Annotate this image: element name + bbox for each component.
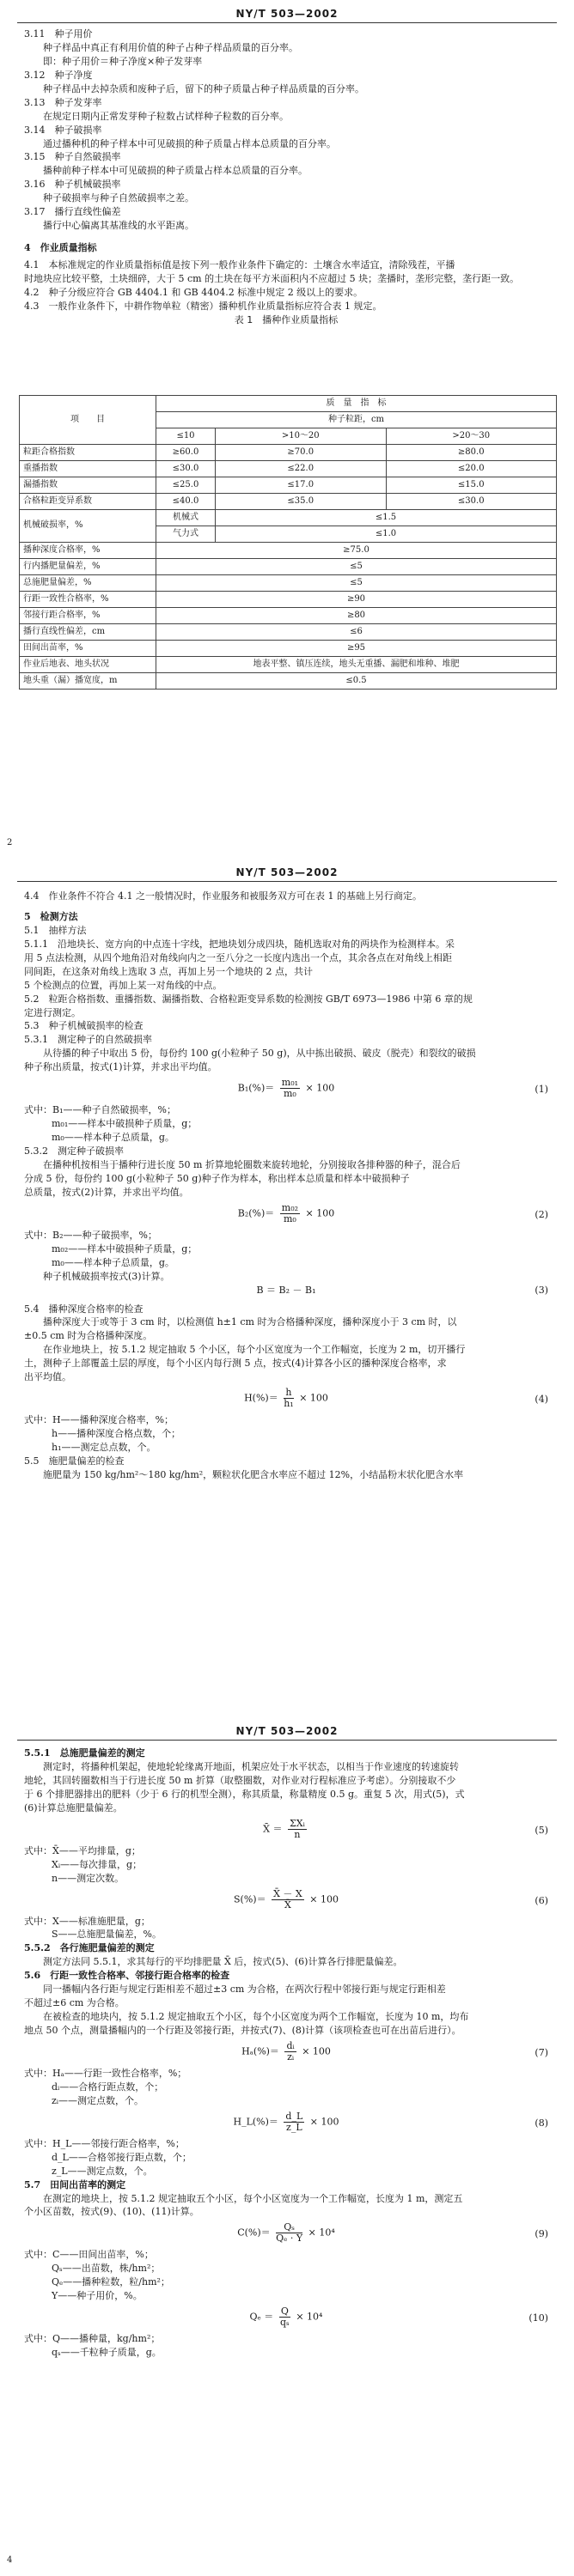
row-sublabel: 气力式 xyxy=(156,526,216,543)
row-label: 行内播肥量偏差，% xyxy=(20,559,156,575)
table-row xyxy=(20,445,557,461)
row-label: 粒距合格指数 xyxy=(20,445,156,461)
table-1-caption: 表 1 播种作业质量指标 xyxy=(234,313,339,325)
row-value: ≥75.0 xyxy=(156,543,557,559)
row-value: ≤17.0 xyxy=(216,477,387,494)
where-7-b: dᵢ——合格行距点数，个； xyxy=(52,2081,164,2093)
equation-8: H_L(%)＝ $\frac{d\_L}{z\_L}$ × 100 (8) xyxy=(233,2110,548,2133)
table-row xyxy=(20,624,557,641)
def-3-13-title: 3.13 种子发芽率 xyxy=(24,96,102,108)
def-3-16-body: 种子破损率与种子自然破损率之差。 xyxy=(43,192,194,204)
definitions xyxy=(24,27,548,327)
row-value: ≤0.5 xyxy=(156,673,557,690)
row-value: ≤22.0 xyxy=(216,461,387,477)
page-2-body xyxy=(24,890,548,1482)
table-row xyxy=(20,461,557,477)
row-value: ≤30.0 xyxy=(156,461,216,477)
clause-5-6: 5.6 行距一致性合格率、邻接行距合格率的检查 xyxy=(24,1970,230,1982)
row-label: 地头重（漏）播宽度，m xyxy=(20,673,156,690)
where-9-a: 式中：C——田间出苗率，%； xyxy=(24,2249,154,2261)
where-5-b: Xᵢ——每次排量，g； xyxy=(52,1858,143,1870)
clause-5-1-1-b: 用 5 点法检测，从四个地角沿对角线向内之一至八分之一长度内选出一个点，其余各点在对角线上相距 xyxy=(24,951,452,963)
header-rule xyxy=(17,1740,557,1741)
row-value: ≤25.0 xyxy=(156,477,216,494)
equation-number: (9) xyxy=(534,2228,548,2240)
where-4-b: h——播种深度合格点数，个； xyxy=(52,1428,181,1440)
row-value: ≤1.5 xyxy=(216,510,557,526)
clause-5-7-b: 个小区苗数，按式(9)、(10)、(11)计算。 xyxy=(24,2206,199,2218)
def-3-11-title: 3.11 种子用价 xyxy=(24,28,93,39)
clause-5-3-1-a: 从待播的种子中取出 5 份，每份约 100 g(小粒种子 50 g)，从中拣出破损、破皮（脱壳）和裂纹的破损 xyxy=(43,1048,476,1060)
where-7-a: 式中：Hₐ——行距一致性合格率，%； xyxy=(24,2067,187,2079)
row-value: ≤35.0 xyxy=(216,494,387,510)
where-2-c: m₀——样本种子总质量，g。 xyxy=(52,1256,174,1268)
where-9-c: Qₑ——播种粒数，粒/hm²； xyxy=(52,2276,170,2288)
clause-5-6-a: 同一播幅内各行距与规定行距相差不超过±3 cm 为合格，在两次行程中邻接行距与规定行距相差 xyxy=(43,1984,446,1996)
clause-5-1-1-a: 5.1.1 沿地块长、宽方向的中点连十字线，把地块划分成四块，随机选取对角的两块作为检测样本。采 xyxy=(24,938,455,950)
equation-number: (2) xyxy=(534,1208,548,1220)
def-3-15-title: 3.15 种子自然破损率 xyxy=(24,151,121,163)
table-head-item: 项 目 xyxy=(20,396,156,445)
def-3-14-body: 通过播种机的种子样本中可见破损的种子质量占样本总质量的百分率。 xyxy=(43,137,336,149)
quality-table xyxy=(19,395,557,690)
where-5-a: 式中：X̄——平均排量，g； xyxy=(24,1844,141,1856)
row-value: ≥80.0 xyxy=(386,445,557,461)
clause-5-6-c: 在被检查的地块内，按 5.1.2 规定抽取五个小区，每个小区宽度为两个工作幅宽，长度为 10 m，均布 xyxy=(43,2011,469,2023)
equation-10: Qₑ ＝ $\frac{Q}{\text{qₛ}}$ × 10⁴ (10) xyxy=(249,2306,548,2329)
clause-5-5-2: 5.5.2 各行施肥量偏差的测定 xyxy=(24,1942,155,1954)
row-label: 漏播指数 xyxy=(20,477,156,494)
table-head-quality: 质 量 指 标 xyxy=(156,396,557,412)
def-3-17-body: 播行中心偏离其基准线的水平距离。 xyxy=(43,220,194,232)
table-col-2: >10～20 xyxy=(216,428,387,445)
page-1 xyxy=(0,0,574,859)
row-label: 重播指数 xyxy=(20,461,156,477)
row-label: 邻接行距合格率，% xyxy=(20,608,156,624)
clause-5-4-a: 播种深度大于或等于 3 cm 时，以检测值 h±1 cm 时为合格播种深度，播种深度小于 3 cm 时，以 xyxy=(43,1316,457,1328)
where-2-b: m₀₂——样本中破损种子质量，g； xyxy=(52,1242,198,1255)
row-value: ≤6 xyxy=(156,624,557,641)
where-9-d: Y——种子用价，%。 xyxy=(52,2290,143,2302)
def-3-16-title: 3.16 种子机械破损率 xyxy=(24,179,121,191)
row-value: ≤5 xyxy=(156,575,557,592)
where-1-a: 式中：B₁——种子自然破损率，%； xyxy=(24,1104,176,1116)
equation-2: B₂(%)＝ $\frac{\text{m₀₂}}{\text{m₀}}$ × 100 (2) xyxy=(237,1201,548,1224)
row-label: 作业后地表、地头状况 xyxy=(20,657,156,673)
def-3-11-formula: 即：种子用价＝种子净度×种子发芽率 xyxy=(43,55,203,67)
row-label: 总施肥量偏差，% xyxy=(20,575,156,592)
row-value: ≥60.0 xyxy=(156,445,216,461)
header-rule xyxy=(17,22,557,23)
header-rule xyxy=(17,881,557,882)
clause-5-6-d: 地点 50 个点，测量播幅内的一个行距及邻接行距，并按式(7)、(8)计算（该项检查也可在出苗后进行）。 xyxy=(24,2025,461,2036)
where-9-b: Qₛ——出苗数，株/hm²； xyxy=(52,2263,161,2275)
row-value: ≥95 xyxy=(156,641,557,657)
equation-number: (6) xyxy=(534,1894,548,1906)
page-header: NY/T 503—2002 xyxy=(235,866,339,878)
table-row xyxy=(20,592,557,608)
section-4-title: 4 作业质量指标 xyxy=(24,242,97,254)
section-5-title: 5 检测方法 xyxy=(24,910,78,922)
clause-5-5-1: 5.5.1 总施肥量偏差的测定 xyxy=(24,1747,145,1759)
equation-number: (1) xyxy=(534,1084,548,1096)
where-1-b: m₀₁——样本中破损种子质量，g； xyxy=(52,1118,198,1130)
clause-5-3-2-b: 分成 5 份，每份约 100 g(小粒种子 50 g)种子作为样本，称出样本总质量和样本中破损种子 xyxy=(24,1172,410,1184)
def-3-15-body: 播种前种子样本中可见破损的种子质量占样本总质量的百分率。 xyxy=(43,165,308,177)
row-sublabel: 机械式 xyxy=(156,510,216,526)
table-row xyxy=(20,641,557,657)
table-col-3: >20～30 xyxy=(386,428,557,445)
equation-4: H(%)＝ $\frac{h}{\text{h₁}}$ × 100 (4) xyxy=(244,1387,548,1410)
clause-5-1: 5.1 抽样方法 xyxy=(24,924,87,936)
equation-number: (8) xyxy=(534,2117,548,2129)
table-row xyxy=(20,477,557,494)
clause-5-1-1-d: 5 个检测点的位置，再加上某一对角线的中点。 xyxy=(24,979,223,991)
clause-5-3-1-b: 种子称出质量，按式(1)计算，并求出平均值。 xyxy=(24,1061,217,1073)
clause-4-3: 4.3 一般作业条件下，中耕作物单粒（精密）播种机作业质量指标应符合表 1 规定。 xyxy=(24,300,382,312)
clause-4-1-line1: 4.1 本标准规定的作业质量指标值是按下列一般作业条件下确定的：土壤含水率适宜，清除残茬，平播 xyxy=(24,259,455,270)
equation-number: (4) xyxy=(534,1394,548,1406)
clause-5-4-e: 出平均值。 xyxy=(24,1371,71,1383)
clause-5-5-1-d: (6)计算总施肥量偏差。 xyxy=(24,1801,123,1814)
where-6-a: 式中：X——标准施肥量，g； xyxy=(24,1915,150,1927)
equation-5: X̄ ＝ $\frac{\text{ΣXᵢ}}{n}$ (5) xyxy=(263,1817,548,1840)
row-value: ≤40.0 xyxy=(156,494,216,510)
clause-5-7: 5.7 田间出苗率的测定 xyxy=(24,2178,126,2190)
table-head-spacing: 种子粒距，cm xyxy=(156,412,557,428)
clause-4-2: 4.2 种子分级应符合 GB 4404.1 和 GB 4404.2 标准中规定 2 级以上的要求。 xyxy=(24,286,363,298)
row-label: 机械破损率，% xyxy=(20,510,156,543)
equation-1: B₁(%)＝ $\frac{\text{m₀₁}}{\text{m₀}}$ × 100 (1) xyxy=(237,1077,548,1100)
where-4-c: h₁——测定总点数，个。 xyxy=(52,1442,156,1453)
table-row xyxy=(20,657,557,673)
clause-5-3-2-a: 在播种机按相当于播种行进长度 50 m 折算地轮圈数来旋转地轮，分别接取各排种器的种子，混合后 xyxy=(43,1158,461,1170)
table-row xyxy=(20,575,557,592)
def-3-13-body: 在规定日期内正常发芽种子粒数占试样种子粒数的百分率。 xyxy=(43,110,289,122)
row-value: 地表平整、镇压连续，地头无重播、漏肥和堆种、堆肥 xyxy=(156,657,557,673)
equation-6: S(%)＝ $\frac{X̄ - X}{X̄}$ × 100 (6) xyxy=(234,1887,548,1911)
row-label: 播种深度合格率，% xyxy=(20,543,156,559)
clause-4-1-line2: 时地块应比较平整，土块细碎，大于 5 cm 的土块在每平方米面积内不应超过 5 块；垄播时，垄形完整，垄行距一致。 xyxy=(24,272,520,284)
page-2 xyxy=(0,859,574,1717)
clause-5-7-a: 在测定的地块上，按 5.1.2 规定抽取五个小区，每个小区宽度为一个工作幅宽，长度为 1 m，测定五 xyxy=(43,2192,463,2204)
row-value: ≤20.0 xyxy=(386,461,557,477)
clause-5-3-2: 5.3.2 测定种子破损率 xyxy=(24,1145,124,1157)
equation-3 xyxy=(24,1284,548,1303)
clause-5-6-b: 不超过±6 cm 为合格。 xyxy=(24,1997,125,2009)
equation-number: (5) xyxy=(534,1824,548,1836)
equation-number: (3) xyxy=(534,1284,548,1296)
table-col-1: ≤10 xyxy=(156,428,216,445)
where-8-c: z_L——测定点数，个。 xyxy=(52,2165,153,2177)
table-row xyxy=(20,559,557,575)
row-value: ≤15.0 xyxy=(386,477,557,494)
equation-number: (10) xyxy=(528,2312,548,2324)
clause-5-2-b: 定进行测定。 xyxy=(24,1006,81,1018)
row-value: ≥90 xyxy=(156,592,557,608)
def-3-17-title: 3.17 播行直线性偏差 xyxy=(24,206,121,218)
where-6-b: S——总施肥量偏差，%。 xyxy=(52,1929,162,1941)
where-1-c: m₀——样本种子总质量，g。 xyxy=(52,1132,174,1144)
clause-5-4-d: 土，测种子上部覆盖土层的厚度，每个小区内每行测 5 点，按式(4)计算各小区的播种深度合格率，求 xyxy=(24,1358,447,1370)
row-label: 田间出苗率，% xyxy=(20,641,156,657)
clause-5-5-1-b: 地轮，其回转圈数相当于行进长度 50 m 折算（取整圈数，对作业对行程标准应予考虑）。分别接取不少 xyxy=(24,1774,456,1786)
where-5-c: n——测定次数。 xyxy=(52,1872,125,1884)
clause-5-3-2-c: 总质量，按式(2)计算，并求出平均值。 xyxy=(24,1186,189,1198)
clause-5-5-a: 施肥量为 150 kg/hm²～180 kg/hm²，颗粒状化肥含水率应不超过 12%，小结晶粉末状化肥含水率 xyxy=(43,1468,464,1480)
def-3-12-body: 种子样品中去掉杂质和废种子后，留下的种子质量占种子样品质量的百分率。 xyxy=(43,82,364,94)
clause-5-3: 5.3 种子机械破损率的检查 xyxy=(24,1020,144,1032)
clause-5-2-a: 5.2 粒距合格指数、重播指数、漏播指数、合格粒距变异系数的检测按 GB/T 6973—1986 中第 6 章的规 xyxy=(24,993,473,1005)
table-row xyxy=(20,510,557,526)
where-8-a: 式中：H_L——邻接行距合格率，%； xyxy=(24,2137,185,2149)
clause-5-5: 5.5 施肥量偏差的检查 xyxy=(24,1455,125,1467)
table-row xyxy=(20,673,557,690)
clause-5-4-b: ±0.5 cm 时为合格播种深度。 xyxy=(24,1330,153,1342)
row-value: ≥70.0 xyxy=(216,445,387,461)
row-value: ≥80 xyxy=(156,608,557,624)
page-number-1: 2 xyxy=(7,838,13,848)
where-4-a: 式中：H——播种深度合格率，%； xyxy=(24,1414,174,1426)
page-3-body xyxy=(24,1747,548,2360)
page-3 xyxy=(0,1717,574,2576)
def-3-14-title: 3.14 种子破损率 xyxy=(24,124,102,136)
def-3-11-body: 种子样品中真正有利用价值的种子占种子样品质量的百分率。 xyxy=(43,41,298,53)
row-label: 播行直线性偏差，cm xyxy=(20,624,156,641)
clause-5-5-1-c: 于 6 个排肥器排出的肥料（少于 6 行的机型全测），称其质量，称量精度 0.5 g。重复 5 次，用式(5)，式 xyxy=(24,1788,465,1800)
where-8-b: d_L——合格邻接行距点数，个； xyxy=(52,2151,192,2163)
page-number-3: 4 xyxy=(7,2555,13,2565)
clause-5-4: 5.4 播种深度合格率的检查 xyxy=(24,1303,144,1315)
row-value: ≤1.0 xyxy=(216,526,557,543)
equation-number: (7) xyxy=(534,2046,548,2058)
where-10-a: 式中：Q——播种量，kg/hm²； xyxy=(24,2333,161,2345)
clause-5-5-1-a: 测定时，将播种机架起，使地轮轮缘离开地面，机架应处于水平状态，以相当于作业速度的转速旋转 xyxy=(43,1760,459,1772)
row-label: 合格粒距变异系数 xyxy=(20,494,156,510)
clause-5-1-1-c: 同间距，在这条对角线上选取 3 点，再加上另一个地块的 2 点，共计 xyxy=(24,965,313,977)
equation-3-body: B ＝ B₂ － B₁ xyxy=(256,1284,316,1296)
where-10-b: qₛ——千粒种子质量，g。 xyxy=(52,2347,162,2359)
table-row xyxy=(20,494,557,510)
table-row xyxy=(20,543,557,559)
equation-9: C(%)＝ $\frac{\text{Qₛ}}{\text{Qₑ · Y}}$ × 10⁴ (9) xyxy=(237,2221,548,2245)
clause-4-4: 4.4 作业条件不符合 4.1 之一般情况时，作业服务和被服务双方可在表 1 的基础上另行商定。 xyxy=(24,890,422,902)
row-label: 行距一致性合格率，% xyxy=(20,592,156,608)
where-2-a: 式中：B₂——种子破损率，%； xyxy=(24,1229,157,1241)
table-row xyxy=(20,608,557,624)
where-7-c: zᵢ——测定点数，个。 xyxy=(52,2094,144,2106)
row-value: ≤5 xyxy=(156,559,557,575)
clause-5-4-c: 在作业地块上，按 5.1.2 规定抽取 5 个小区，每个小区宽度为一个工作幅宽，长度为 2 m，切开播行 xyxy=(43,1344,466,1356)
clause-5-3-1: 5.3.1 测定种子的自然破损率 xyxy=(24,1034,152,1046)
row-value: ≤30.0 xyxy=(386,494,557,510)
where-2-d: 种子机械破损率按式(3)计算。 xyxy=(43,1270,170,1282)
page-header: NY/T 503—2002 xyxy=(235,1725,339,1737)
def-3-12-title: 3.12 种子净度 xyxy=(24,69,93,81)
equation-7: Hₐ(%)＝ $\frac{\text{dᵢ}}{\text{zᵢ}}$ × 100 (7) xyxy=(241,2039,548,2063)
clause-5-5-2-a: 测定方法同 5.5.1，求其每行的平均排肥量 X̄ 后，按式(5)、(6)计算各行排肥量偏差。 xyxy=(43,1956,403,1968)
page-header: NY/T 503—2002 xyxy=(235,8,339,20)
